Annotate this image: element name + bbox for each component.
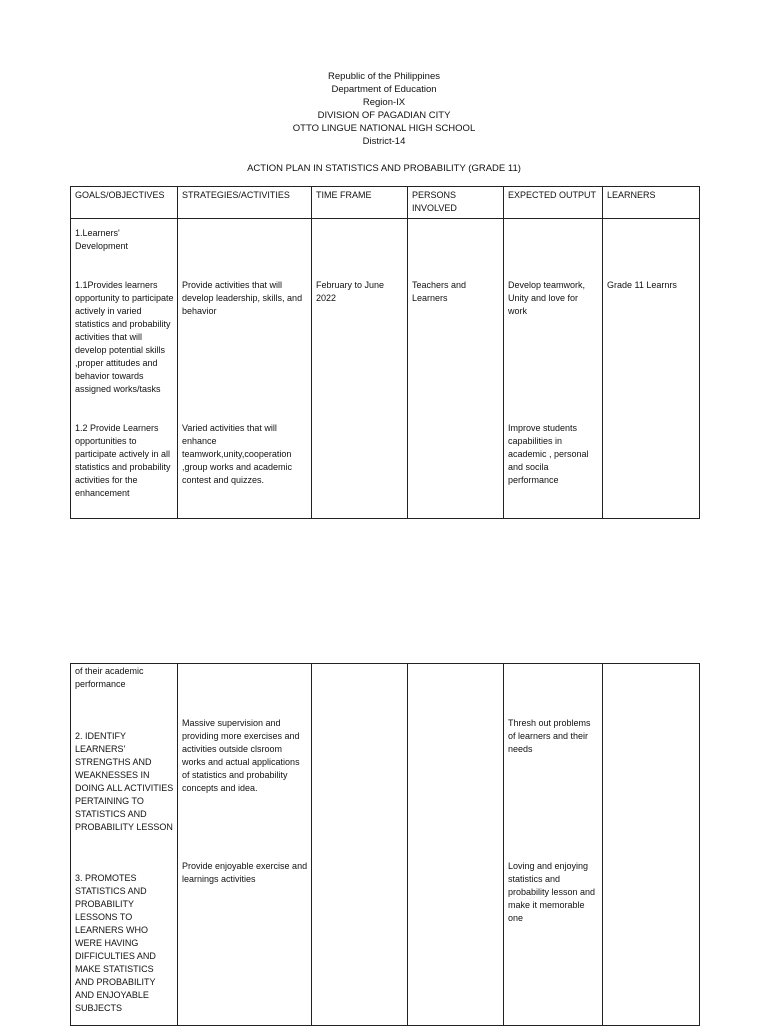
- strategies-cell: [178, 664, 312, 1026]
- goals-cell: [71, 219, 178, 519]
- header-line-republic: Republic of the Philippines: [328, 71, 440, 82]
- goal-1-1-text: 1.1Provides learners opportunity to participate actively in varied statistics and probability activities that will develop potential skills ,proper attitudes and behavior towards assigned works/tasks: [75, 280, 174, 394]
- goal-1-2-text: 1.2 Provide Learners opportunities to participate actively in all statistics and probability activities for the enhancement: [75, 423, 171, 498]
- table-row: [71, 664, 700, 1026]
- output-2-text: Improve students capabilities in academic , personal and socila performance: [508, 423, 589, 485]
- learners-cell: [603, 219, 700, 519]
- column-header-time-frame: TIME FRAME: [312, 187, 408, 219]
- action-plan-table-page-1: [70, 186, 700, 519]
- expected-output-cell: [504, 664, 603, 1026]
- table-row: [71, 219, 700, 519]
- column-header-learners: LEARNERS: [603, 187, 700, 219]
- time-frame-text: February to June 2022: [316, 280, 385, 303]
- header-line-department: Department of Education: [331, 84, 437, 95]
- goal-3-text: 3. PROMOTES STATISTICS AND PROBABILITY LESSONS TO LEARNERS WHO WERE HAVING DIFFICULTIES AND MAKE STATISTICS AND PROBABILITY AND ENJOYABLE SUBJECTS: [75, 873, 156, 1013]
- strategy-2-text: Massive supervision and providing more exercises and activities outside clsroom works and actual applications of statistics and probability concepts and idea.: [182, 718, 300, 793]
- header-line-school: OTTO LINGUE NATIONAL HIGH SCHOOL: [292, 123, 476, 134]
- output-1-text: Develop teamwork, Unity and love for work: [508, 280, 586, 316]
- goal-continued-text: of their academic performance: [75, 666, 144, 689]
- time-frame-cell: [312, 664, 408, 1026]
- goals-cell: [71, 664, 178, 1026]
- goal-2-text: 2. IDENTIFY LEARNERS' STRENGTHS AND WEAKNESSES IN DOING ALL ACTIVITIES PERTAINING TO STATISTICS AND PROBABILITY LESSON: [75, 731, 174, 832]
- action-plan-table-page-2: [70, 663, 700, 1026]
- header-line-division: DIVISION OF PAGADIAN CITY: [317, 110, 451, 121]
- table-header-row: [71, 187, 700, 219]
- time-frame-cell: [312, 219, 408, 519]
- persons-involved-text: Teachers and Learners: [412, 280, 467, 303]
- learners-text: Grade 11 Learnrs: [607, 280, 677, 290]
- output-3-text: Loving and enjoying statistics and probability lesson and make it memorable one: [508, 861, 596, 923]
- column-header-strategies: STRATEGIES/ACTIVITIES: [178, 187, 312, 219]
- document-header: [0, 70, 768, 148]
- column-header-goals: GOALS/OBJECTIVES: [71, 187, 178, 219]
- persons-involved-cell: [408, 664, 504, 1026]
- expected-output-cell: [504, 219, 603, 519]
- goal-heading-text: 1.Learners' Development: [75, 228, 129, 251]
- strategies-cell: [178, 219, 312, 519]
- column-header-expected-output: EXPECTED OUTPUT: [504, 187, 603, 219]
- header-line-region: Region-IX: [362, 97, 406, 108]
- strategy-2-text: Varied activities that will enhance teamwork,unity,cooperation ,group works and academic contest and quizzes.: [182, 423, 293, 485]
- strategy-3-text: Provide enjoyable exercise and learnings activities: [182, 861, 308, 884]
- learners-cell: [603, 664, 700, 1026]
- persons-involved-cell: [408, 219, 504, 519]
- column-header-persons-involved: PERSONS INVOLVED: [408, 187, 504, 219]
- document-title: ACTION PLAN IN STATISTICS AND PROBABILITY (GRADE 11): [247, 163, 521, 174]
- strategy-1-text: Provide activities that will develop leadership, skills, and behavior: [182, 280, 303, 316]
- header-line-district: District-14: [362, 136, 406, 147]
- output-2-text: Thresh out problems of learners and their needs: [508, 718, 591, 754]
